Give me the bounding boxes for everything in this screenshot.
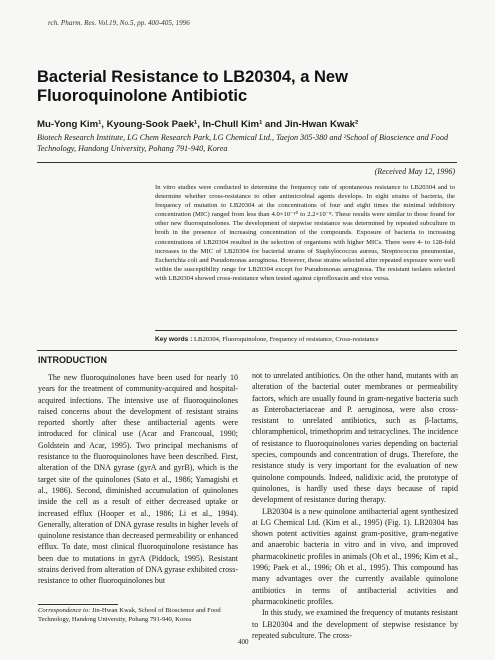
abstract: In vitro studies were conducted to determine the frequency rate of spontaneous resistance to LB20304 and to determine whether cross-resistance to other antimicrobial agents develops. In eight strains of bacteria, the frequency of mutation to LB20304 at the concentrations of four and eight times the minimal inhibitory concentration (MIC) ranged from less than 4.0×10⁻¹⁰ to 2.2×10⁻⁸. These results were similar to those found for other new fluoroquinolones. The development of stepwise resistance was determined by repeated subculture in broth in the presence of increasing concentration of the compounds. Exposure of bacteria to increasing concentrations of LB20304 resulted in the selection of organisms with higher MICs. There were 4- to 128-fold increases in the MIC of LB20304 for bacterial strains of Staphylococcus aureus, Streptococcus pneumoniae, Escherichia coli and Pseudomonas aeruginosa. However, those strains selected after repeated exposure were well within the susceptibility range for LB20304 except for Pseudomonas aeruginosa. The resistant isolates selected with LB20304 showed cross-resistance when tested against ciprofloxacin and vice versa.: [155, 184, 455, 282]
body-paragraph: The new fluoroquinolones have been used for nearly 10 years for the treatment of community-acquired and hospital-acquired infections. The intensive use of fluoroquinolones raised concerns about the development of resistant strains reported shortly after these antibacterial agents were introduced for clinical use (Acar and Francoual, 1990; Goldstein and Acar, 1995). Two principal mechanisms of resistance to the fluoroquinolones have been described. First, alteration of the DNA gyrase (gyrA and gyrB), which is the target site of the quinolones (Sato et al., 1986; Yamagishi et al., 1986). Second, diminished accumulation of quinolones inside the cell as a result of either decreased uptake or increased efflux (Hooper et al., 1986; Li et al., 1994). Generally, alteration of DNA gyrase results in higher levels of quinolone resistance than decreased permeability or enhanced efflux. To date, most clinical fluoroquinolone resistance has been due to mutations in gyrA (Piddock, 1995). Resistant strains derived from alteration of DNA gyrase exhibited cross-resistance to other fluoroquinolones but: [38, 373, 238, 586]
body-paragraph: not to unrelated antibiotics. On the other hand, mutants with an alteration of the bacterial outer membranes or permeability factors, which are usually found in gram-negative bacteria such as Enterobacteriaceae and P. aeruginosa, were also cross-resistant to unrelated antibiotics, such as β-lactams, chloramphenicol, trimethoprim and tetracyclines. The incidence of resistance to fluoroquinolones varies depending on bacterial species, compounds and concentration of drugs. Therefore, the resistance study is very important for the evaluation of new quinolone compounds. Indeed, nalidixic acid, the prototype of quinolones, is hardly used these days because of rapid development of resistance during therapy.: [252, 371, 458, 505]
keywords: [155, 336, 457, 343]
correspondence-footnote: [38, 607, 238, 624]
received-date: (Received May 12, 1996): [374, 167, 455, 176]
keywords-label: Key words :: [155, 336, 193, 343]
footnote-divider: [38, 604, 118, 605]
section-heading-introduction: INTRODUCTION: [38, 355, 107, 365]
affiliation: Biotech Research Institute, LG Chem Research Park, LG Chemical Ltd., Taejon 305-380 and ²School of Bioscience and Food Technology, Handong University, Pohang 791-940, Korea: [37, 133, 449, 153]
body-column-right: [252, 370, 458, 641]
running-head: rch. Pharm. Res. Vol.19, No.5, pp. 400-405, 1996: [48, 19, 190, 27]
body-divider: [37, 350, 457, 351]
footnote-label: Correspondence to:: [38, 607, 91, 614]
article-title: Bacterial Resistance to LB20304, a New Fluoroquinolone Antibiotic: [37, 68, 348, 105]
keywords-text: LB20304, Fluoroquinolone, Frequency of resistance, Cross-resistance: [194, 336, 379, 343]
author-list: Mu-Yong Kim¹, Kyoung-Sook Paek¹, In-Chull Kim¹ and Jin-Hwan Kwak²: [37, 119, 359, 130]
footnote-text: Jin-Hwan Kwak, School of Bioscience and Food Technology, Handong University, Pohang 791-940, Korea: [38, 607, 221, 623]
page-number: 400: [238, 638, 249, 646]
header-divider: [37, 162, 457, 163]
body-column-left: [38, 372, 238, 587]
body-paragraph: LB20304 is a new quinolone antibacterial agent synthesized at LG Chemical Ltd. (Kim et al., 1995) (Fig. 1). LB20304 has shown potent activities against gram-positive, gram-negative and anaerobic bacteria in vitro and in vivo, and improved pharmacokinetic profiles in animals (Oh et al., 1996; Kim et al., 1996; Paek et al., 1996; Oh et al., 1995). This compound has many advantages over the currently available quinolone antibiotics in terms of antibacterial activities and pharmacokinetic profiles.: [252, 506, 458, 606]
abstract-divider: [155, 330, 457, 331]
body-paragraph: In this study, we examined the frequency of mutants resistant to LB20304 and the development of stepwise resistance by repeated subculture. The cross-: [252, 608, 458, 640]
